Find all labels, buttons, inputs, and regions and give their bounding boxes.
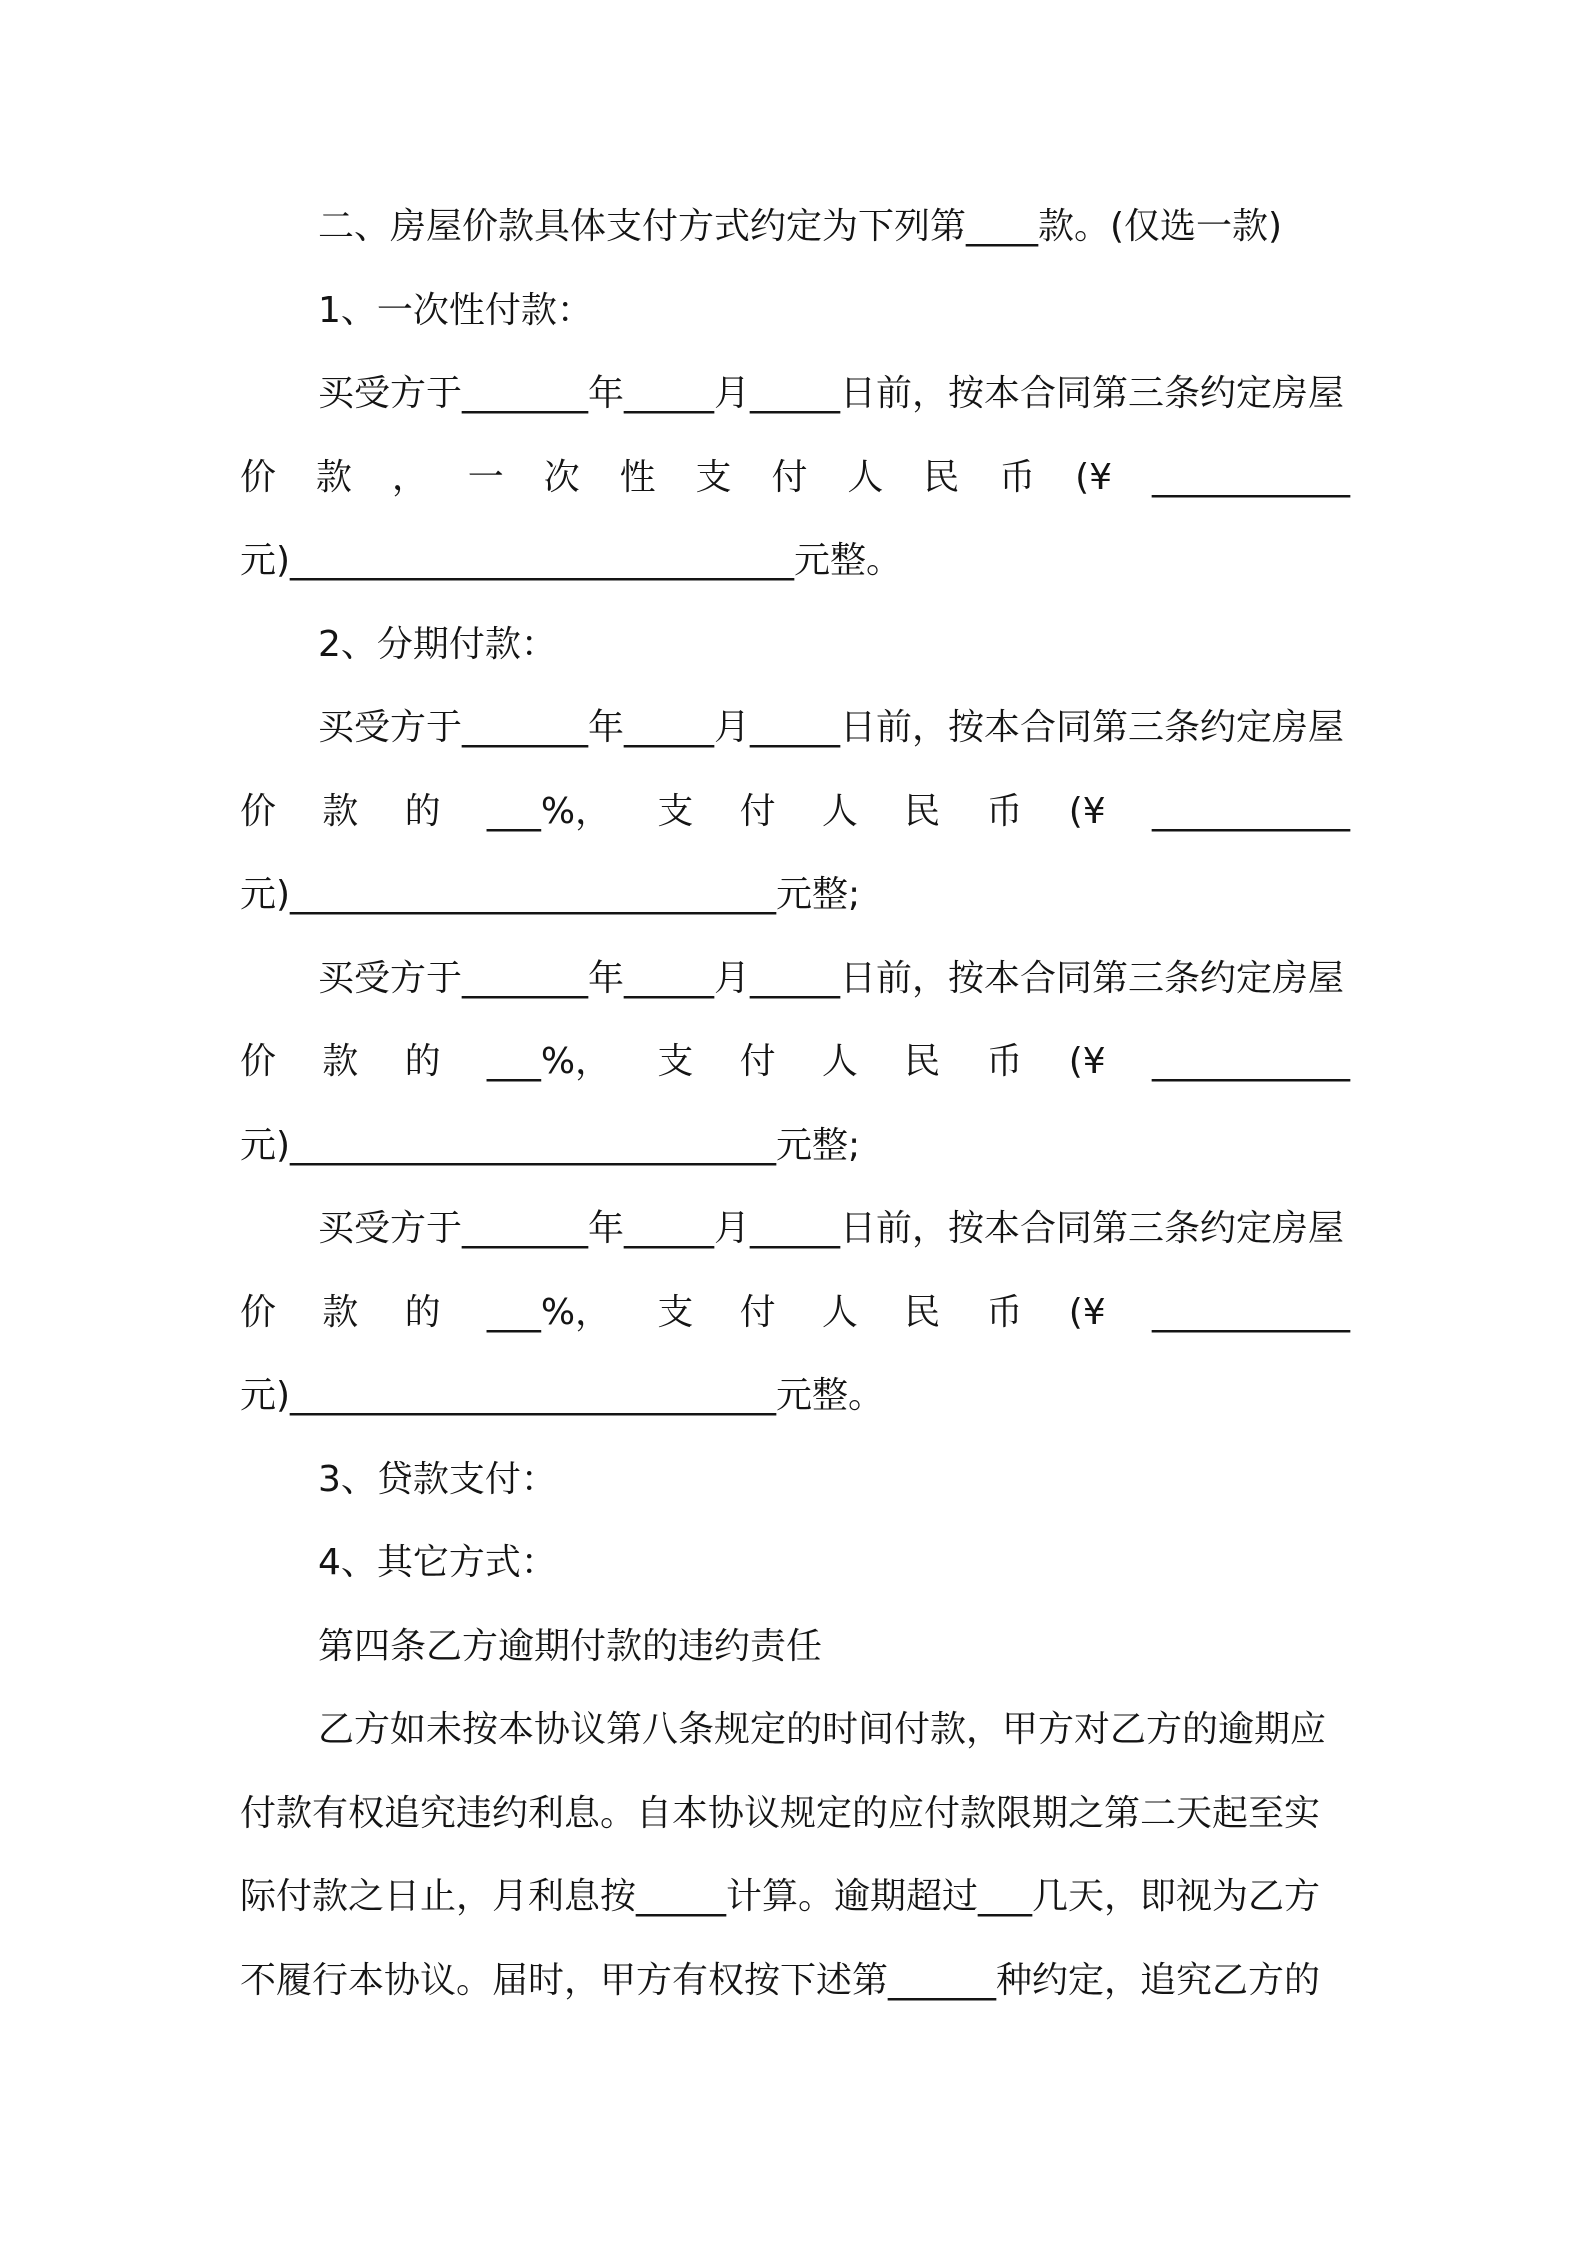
justified-line [240, 1289, 1350, 1337]
justified-token: 款 [322, 1041, 359, 1082]
justified-token: ___________ [1151, 1041, 1350, 1082]
option-2-heading: 2、分期付款： [318, 624, 557, 665]
justified-token: 款 [315, 457, 352, 498]
justified-token: 付 [739, 1292, 776, 1333]
justified-token: 人 [821, 791, 858, 832]
justified-token: ___________ [1152, 457, 1350, 498]
justified-token: 支 [657, 791, 694, 832]
justified-token: 款 [322, 1292, 359, 1333]
justified-token: 价 [240, 1292, 277, 1333]
justified-token: (¥ [1075, 457, 1113, 498]
justified-token: ___________ [1151, 791, 1350, 832]
justified-token: 支 [657, 1041, 694, 1082]
justified-token: 的 [404, 1292, 441, 1333]
justified-token: 价 [240, 457, 277, 498]
justified-token: 价 [240, 791, 277, 832]
option-4-heading: 4、其它方式： [318, 1542, 557, 1583]
justified-token: 付 [739, 791, 776, 832]
clause-line: 买受方于_______年_____月_____日前，按本合同第三条约定房屋 [318, 1208, 1345, 1249]
justified-token: 币 [986, 1041, 1023, 1082]
justified-token: (¥ [1068, 1292, 1106, 1333]
option-3-heading: 3、贷款支付： [318, 1459, 557, 1500]
justified-token: 民 [904, 1041, 941, 1082]
justified-token: 付 [739, 1041, 776, 1082]
justified-token: (¥ [1068, 791, 1106, 832]
justified-token: ___%， [486, 1041, 612, 1082]
justified-token: 款 [322, 791, 359, 832]
justified-token: ， [391, 457, 428, 498]
paragraph-line: 付款有权追究违约利息。自本协议规定的应付款限期之第二天起至实 [240, 1793, 1321, 1834]
justified-token: ___%， [486, 1292, 612, 1333]
justified-token: 付 [771, 457, 808, 498]
justified-token: ___%， [486, 791, 612, 832]
justified-token: 币 [986, 791, 1023, 832]
clause-line: 元)___________________________元整; [240, 1125, 861, 1166]
clause-line: 元)___________________________元整。 [240, 1375, 885, 1416]
clause-line: 买受方于_______年_____月_____日前，按本合同第三条约定房屋 [318, 958, 1345, 999]
justified-token: 支 [695, 457, 732, 498]
paragraph-line: 际付款之日止，月利息按_____计算。逾期超过___几天，即视为乙方 [240, 1876, 1321, 1917]
justified-token: ___________ [1151, 1292, 1350, 1333]
article-4-heading: 第四条乙方逾期付款的违约责任 [318, 1626, 823, 1667]
justified-line [240, 1038, 1350, 1086]
justified-token: 币 [999, 457, 1036, 498]
paragraph-line: 乙方如未按本协议第八条规定的时间付款，甲方对乙方的逾期应 [318, 1709, 1327, 1750]
justified-token: 人 [847, 457, 884, 498]
justified-token: 人 [821, 1292, 858, 1333]
clause-line: 元)____________________________元整。 [240, 540, 903, 581]
justified-token: 的 [404, 1041, 441, 1082]
payment-method-heading: 二、房屋价款具体支付方式约定为下列第____款。(仅选一款) [318, 206, 1283, 247]
clause-line: 买受方于_______年_____月_____日前，按本合同第三条约定房屋 [318, 707, 1345, 748]
justified-token: 人 [821, 1041, 858, 1082]
paragraph-line: 不履行本协议。届时，甲方有权按下述第______种约定，追究乙方的 [240, 1960, 1321, 2001]
justified-token: 支 [657, 1292, 694, 1333]
clause-line: 元)___________________________元整; [240, 874, 861, 915]
justified-token: 的 [404, 791, 441, 832]
justified-token: 性 [619, 457, 656, 498]
justified-token: 民 [904, 791, 941, 832]
justified-token: (¥ [1068, 1041, 1106, 1082]
justified-line [240, 788, 1350, 836]
justified-token: 次 [543, 457, 580, 498]
justified-token: 价 [240, 1041, 277, 1082]
justified-token: 一 [467, 457, 504, 498]
option-1-heading: 1、一次性付款： [318, 290, 593, 331]
justified-token: 币 [986, 1292, 1023, 1333]
justified-token: 民 [923, 457, 960, 498]
justified-line [240, 454, 1350, 502]
clause-line: 买受方于_______年_____月_____日前，按本合同第三条约定房屋 [318, 373, 1345, 414]
justified-token: 民 [904, 1292, 941, 1333]
